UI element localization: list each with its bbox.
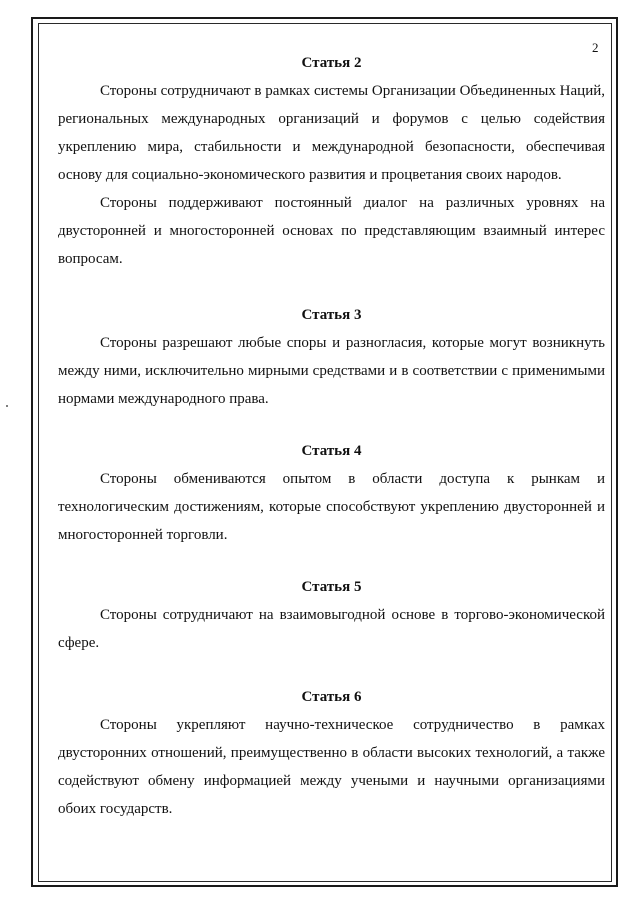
article-paragraph: Стороны сотрудничают в рамках системы Организации Объединенных Наций, региональных международных организаций и форумов с целью содействия укреплению мира, стабильности и международной безопасности, обеспечивая основу для социально-экономического развития и процветания своих народов.: [58, 83, 605, 183]
article-6: [58, 687, 605, 823]
article-4: [58, 441, 605, 549]
article-paragraph: Стороны разрешают любые споры и разногласия, которые могут возникнуть между ними, исключительно мирными средствами и в соответствии с применимыми нормами международного права.: [58, 335, 605, 407]
spacer: [58, 273, 605, 305]
article-title: Статья 3: [301, 307, 362, 323]
article-3: [58, 305, 605, 413]
spacer: [58, 657, 605, 687]
article-paragraph: Стороны укрепляют научно-техническое сотрудничество в рамках двусторонних отношений, преимущественно в области высоких технологий, а также содействуют обмену информацией между учеными и научными организациями обоих государств.: [58, 717, 605, 817]
article-title: Статья 2: [301, 55, 362, 71]
spacer: [58, 413, 605, 441]
article-paragraph: Стороны поддерживают постоянный диалог на различных уровнях на двусторонней и многосторонней основах по представляющим взаимный интерес вопросам.: [58, 195, 605, 267]
article-title: Статья 5: [301, 579, 362, 595]
spacer: [58, 549, 605, 577]
article-paragraph: Стороны обмениваются опытом в области доступа к рынкам и технологическим достижениям, которые способствуют укреплению двусторонней и многосторонней торговли.: [58, 471, 605, 543]
page-number: 2: [592, 40, 599, 55]
article-paragraph: Стороны сотрудничают на взаимовыгодной основе в торгово-экономической сфере.: [58, 607, 605, 651]
scan-speck: [6, 405, 8, 407]
article-title: Статья 4: [301, 443, 362, 459]
document-body: [58, 53, 605, 823]
article-5: [58, 577, 605, 657]
article-2: [58, 53, 605, 273]
article-title: Статья 6: [301, 689, 362, 705]
